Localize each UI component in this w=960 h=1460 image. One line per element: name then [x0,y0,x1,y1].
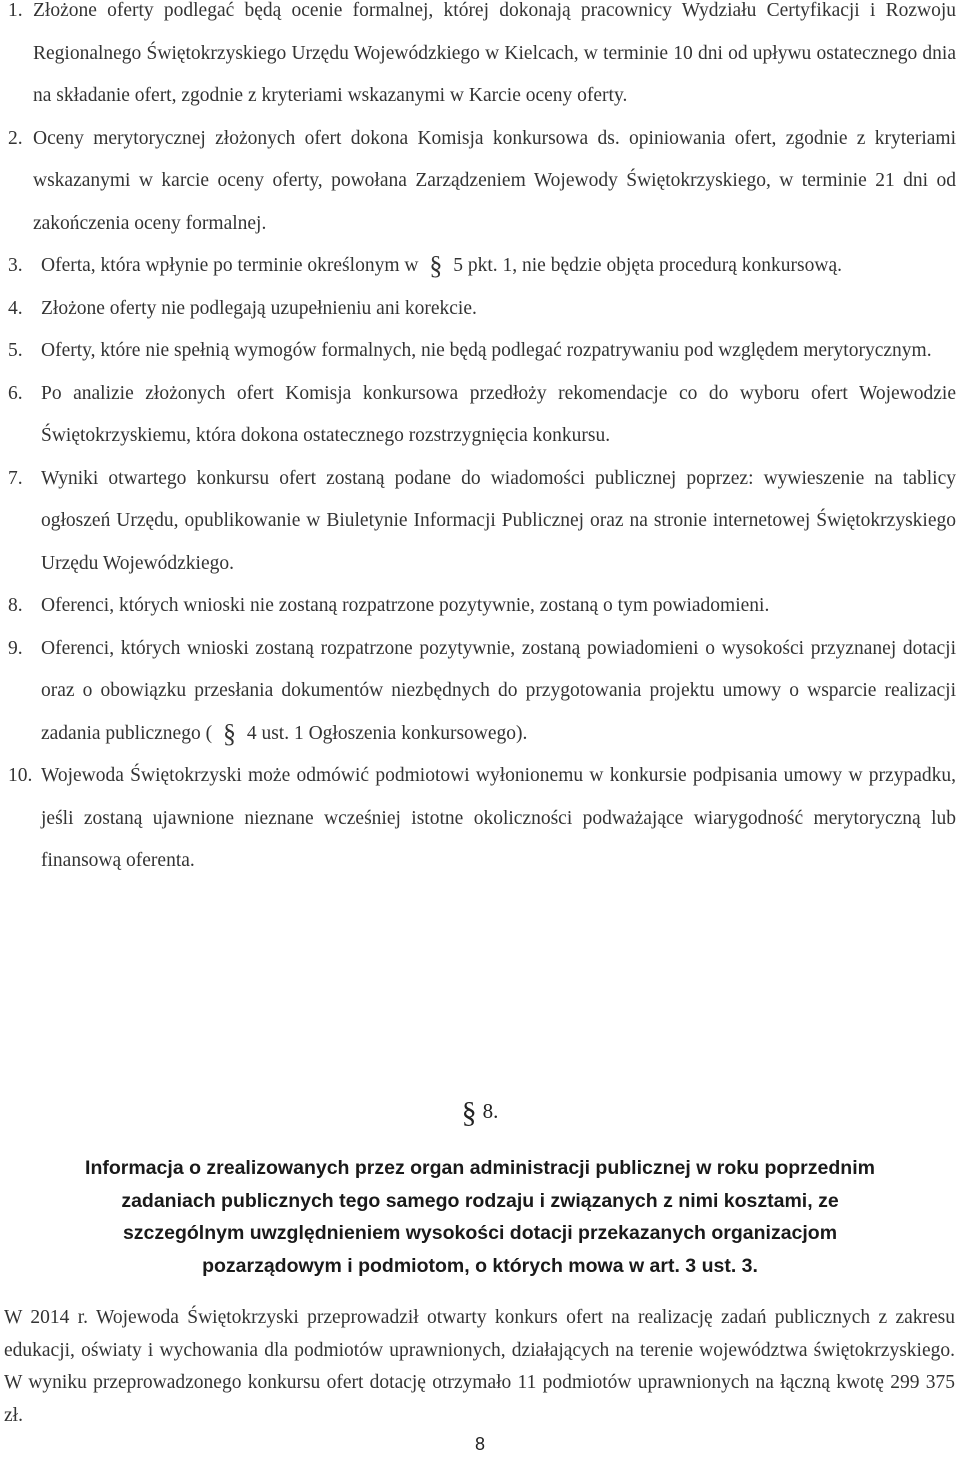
section-heading [0,1152,960,1282]
list-item-text: 5 pkt. 1, nie będzie objęta procedurą konkursową. [453,255,842,276]
list-item-number: 1. [8,0,23,21]
list-item-text: 4 ust. 1 Ogłoszenia konkursowego). [246,722,528,744]
list-item-number: 2. [8,127,23,149]
list-item-text: Złożone oferty nie podlegają uzupełnieniu ani korekcie. [41,297,477,319]
closing-paragraph: W 2014 r. Wojewoda Świętokrzyski przeprowadził otwarty konkurs ofert na realizację zadań publicznych z zakresu edukacji, oświaty i wychowania dla podmiotów uprawnionych, działających na terenie województwa świętokrzyskiego. W wyniku przeprowadzonego konkursu ofert dotację otrzymało 11 podmiotów uprawnionych na łączną kwotę 299 375 zł. [4,1307,955,1426]
list-item-9 [0,628,956,756]
list-item-1 [0,0,956,118]
list-item-number: 8. [8,595,23,616]
list-item-text: Złożone oferty podlegać będą ocenie formalnej, której dokonają pracownicy Wydziału Certyfikacji i Rozwoju Regionalnego Świętokrzyskiego Urzędu Wojewódzkiego w Kielcach, w terminie 10 dni od upływu ostatecznego dnia na składanie ofert, zgodnie z kryteriami wskazanymi w Karcie oceny oferty. [33,0,956,106]
list-item-7 [0,458,956,586]
list-item-number: 6. [8,382,23,404]
heading-line: Informacja o zrealizowanych przez organ administracji publicznej w roku poprzednim [85,1157,875,1179]
list-item-text: Oceny merytorycznej złożonych ofert dokona Komisja konkursowa ds. opiniowania ofert, zgodnie z kryteriami wskazanymi w karcie oceny oferty, powołana Zarządzeniem Wojewody Świętokrzyskiego, w terminie 21 dni od zakończenia oceny formalnej. [33,127,956,234]
list-item-10 [0,755,956,883]
list-item-number: 7. [8,467,23,489]
list-item-4 [0,288,956,331]
heading-line: pozarządowym i podmiotom, o których mowa w art. 3 ust. 3. [202,1254,758,1277]
list-item-text: Po analizie złożonych ofert Komisja konkursowa przedłoży rekomendacje co do wyboru ofert Wojewodzie Świętokrzyskiemu, która dokona ostatecznego rozstrzygnięcia konkursu. [41,382,956,446]
list-item-8 [0,585,956,628]
list-item-text: Wyniki otwartego konkursu ofert zostaną podane do wiadomości publicznej poprzez: wywieszenie na tablicy ogłoszeń Urzędu, opublikowanie w Biuletynie Informacji Publicznej oraz na stronie internetowej Świętokrzyskiego Urzędu Wojewódzkiego. [41,467,956,574]
list-item-number: 4. [8,297,23,319]
section-sign-icon: § [429,251,443,280]
list-item-number: 9. [8,637,23,659]
list-item-text: Oferenci, których wnioski nie zostaną rozpatrzone pozytywnie, zostaną o tym powiadomieni. [41,595,770,616]
list-item-number: 3. [8,255,23,276]
list-item-3 [0,245,956,288]
section-marker [0,1096,960,1130]
section-sign-icon: § [222,718,236,748]
heading-line: szczególnym uwzględnieniem wysokości dotacji przekazanych organizacjom [122,1222,838,1244]
section-sign-icon: § [461,1096,477,1129]
list-item-2 [0,118,956,246]
section-number: 8. [482,1099,499,1123]
heading-line: zadaniach publicznych tego samego rodzaju i związanych z nimi kosztami, ze [121,1189,839,1212]
list-item-text: Oferta, która wpłynie po terminie określonym w [41,255,419,276]
list-item-text: Oferty, które nie spełnią wymogów formalnych, nie będą podlegać rozpatrywaniu pod względem merytorycznym. [41,340,932,361]
list-item-5 [0,330,956,373]
list-item-number: 10. [8,765,33,786]
list-item-number: 5. [8,340,23,361]
page-number: 8 [474,1434,485,1454]
list-item-text: Wojewoda Świętokrzyski może odmówić podmiotowi wyłonionemu w konkursie podpisania umowy w przypadku, jeśli zostaną ujawnione nieznane wcześniej istotne okoliczności podważające wiarygodność merytoryczną lub finansową oferenta. [41,765,956,871]
list-item-6 [0,373,956,458]
list-item-text: Oferenci, których wnioski zostaną rozpatrzone pozytywnie, zostaną powiadomieni o wysokości przyznanej dotacji oraz o obowiązku przesłania dokumentów niezbędnych do przygotowania projektu umowy o wsparcie realizacji zadania publicznego ( [41,637,956,744]
